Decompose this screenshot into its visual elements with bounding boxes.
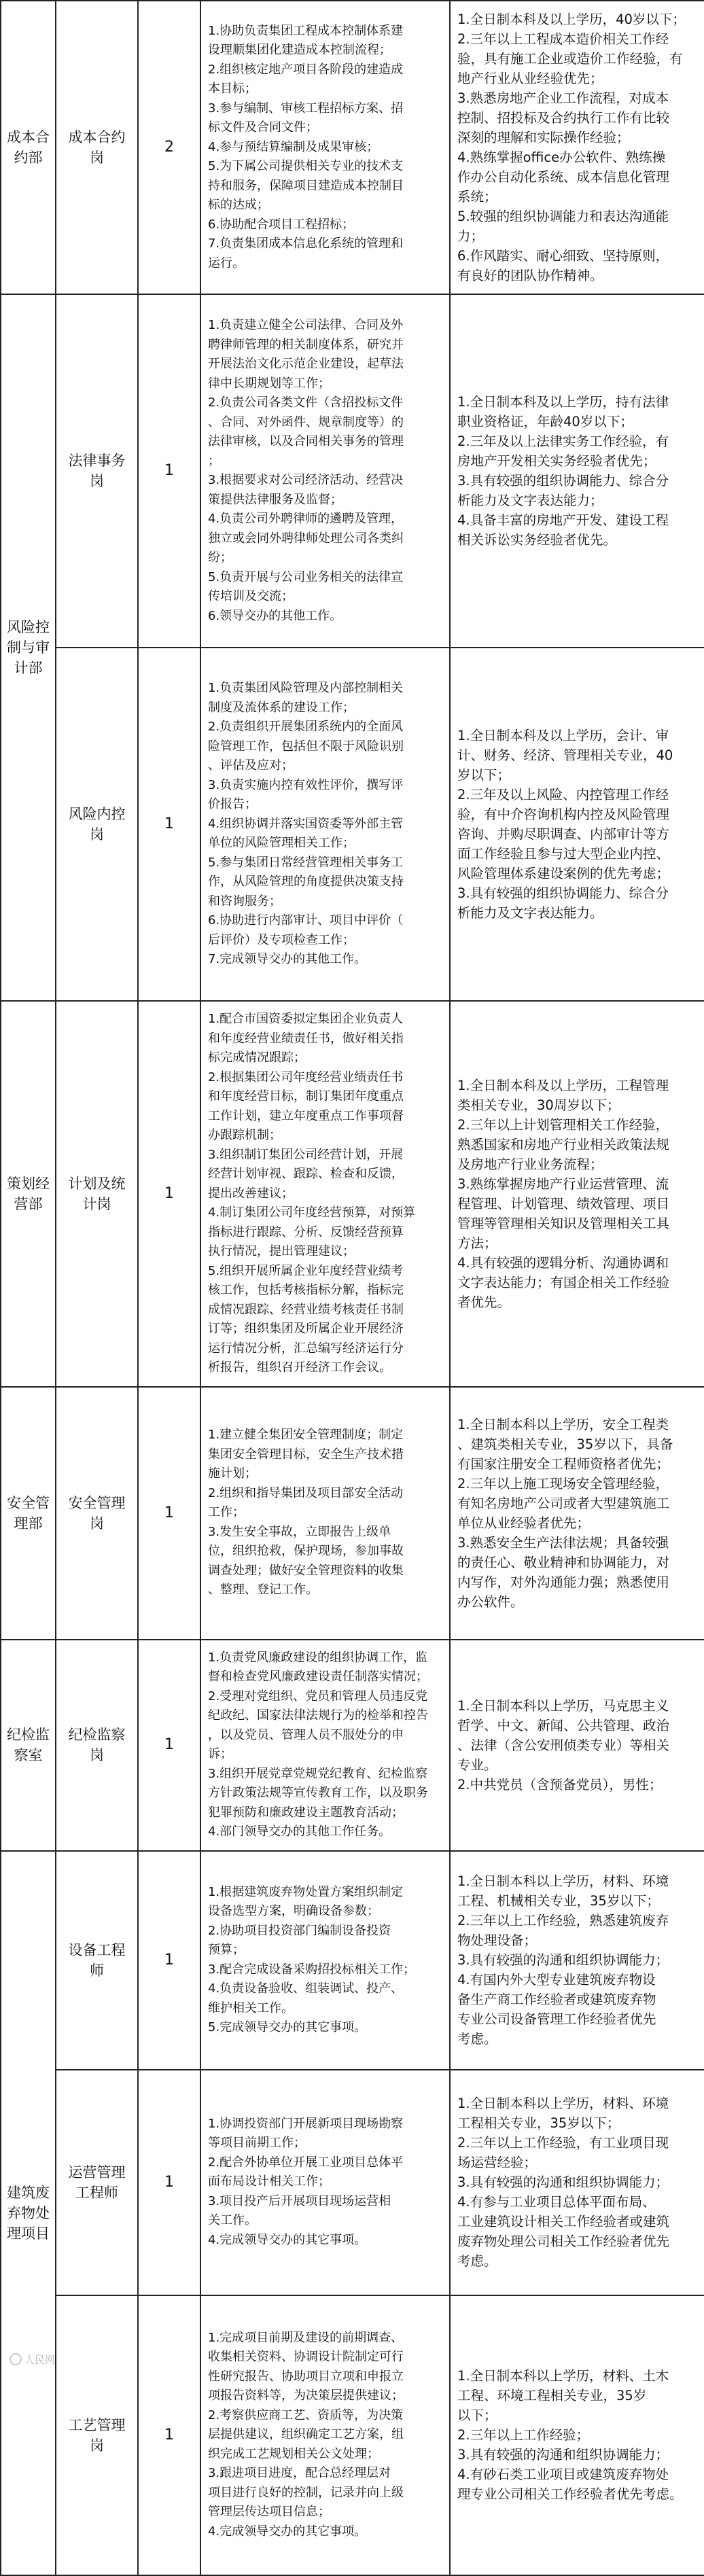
- duty-item: 6.协助配合项目工程招标；: [208, 217, 355, 232]
- duty-item: 2.根据集团公司年度经营业绩责任书 和年度经营目标，制订集团年度重点 工作计划，建立年度重点工作事项督 办跟踪机制；: [208, 1070, 404, 1142]
- duty-item: 2.协助项目投资部门编制设备投资 预算；: [208, 1923, 391, 1957]
- requirement-item: 4.有砂石类工业项目或建筑废弃物处 理专业公司相关工作经验者优先考虑。: [457, 2467, 683, 2502]
- duty-item: 4.制订集团公司年度经营预算，对预算 指标进行跟踪、分析、反馈经营预算 执行情况，提出管理建议；: [208, 1205, 416, 1258]
- duty-item: 3.参与编制、审核工程招标方案、招 标文件及合同文件；: [208, 101, 404, 135]
- requirements-cell: [450, 1, 704, 294]
- requirement-item: 1.全日制本科及以上学历，持有法律 职业资格证，年龄40岁以下；: [457, 394, 669, 429]
- requirement-item: 3.具有较强的沟通和组织协调能力；: [457, 2174, 669, 2190]
- requirement-item: 2.三年及以上法律实务工作经验，有 房地产开发相关实务经验者优先；: [457, 434, 669, 469]
- position-cell: 计划及统 计岗: [56, 1001, 138, 1387]
- headcount-cell: 1: [138, 2295, 200, 2575]
- requirements-cell: [450, 1640, 704, 1851]
- requirement-item: 2.三年以上工作经验，有工业项目现 场运营经验；: [457, 2135, 669, 2170]
- headcount-cell: 1: [138, 1001, 200, 1387]
- requirement-item: 2.三年以上施工现场安全管理经验， 有知名房地产公司或者大型建筑施工 单位从业经验者优先；: [457, 1475, 670, 1531]
- requirement-item: 1.全日制本科以上学历，马克思主义 哲学、中文、新闻、公共管理、政治 、法律（含公安刑侦类专业）等相关 专业。: [457, 1697, 670, 1773]
- department-cell: 风险控 制与审 计部: [1, 294, 56, 1001]
- duty-item: 5.参与集团日常经营管理相关事务工 作，从风险管理的角度提供决策支持 和咨询服务；: [208, 855, 404, 908]
- duty-item: 3.组织制订集团公司经营计划，开展 经营计划审视、跟踪、检查和反馈， 提出改善建议；: [208, 1147, 404, 1201]
- requirement-item: 6.作风踏实、耐心细致、坚持原则， 有良好的团队协作精神。: [457, 248, 669, 283]
- position-cell: 工艺管理 岗: [56, 2295, 138, 2575]
- duty-item: 2.配合外协单位开展工业项目总体平 面布局设计相关工作；: [208, 2155, 404, 2189]
- requirement-item: 4.具备丰富的房地产开发、建设工程 相关诉讼实务经验者优先。: [457, 512, 669, 548]
- duty-item: 5.组织开展所属企业年度经营业绩考 核工作，包括考核指标分解，指标完 成情况跟踪、经营业绩考核责任书制 订等；组织集团及所属企业开展经济 运行情况分析，汇总编写经济运行分 析报告，组织召开经济工作会议。: [208, 1263, 404, 1375]
- position-cell: 安全管理岗: [56, 1387, 138, 1640]
- duty-item: 2.组织核定地产项目各阶段的建造成 本目标；: [208, 62, 404, 96]
- requirements-cell: [450, 1851, 704, 2070]
- duty-item: 4.完成领导交办的其它事项。: [208, 2524, 367, 2539]
- table-row: [1, 1387, 704, 1640]
- duty-item: 1.协调投资部门开展新项目现场勘察 等项目前期工作；: [208, 2116, 404, 2151]
- duties-cell: [200, 648, 450, 1001]
- duty-item: 5.负责开展与公司业务相关的法律宣 传培训及交流；: [208, 569, 404, 603]
- table-row: [1, 294, 704, 648]
- headcount-cell: 1: [138, 1387, 200, 1640]
- table-row: [1, 648, 704, 1001]
- duty-item: 7.完成领导交办的其他工作。: [208, 952, 367, 967]
- duty-item: 1.完成项目前期及建设的前期调查、 收集相关资料、协调设计院制定可行 性研究报告、协助项目立项和申报立 项报告资料等，为决策层提供建议；: [208, 2330, 404, 2403]
- requirements-cell: [450, 1001, 704, 1387]
- duty-item: 4.负责公司外聘律师的遴聘及管理， 独立或会同外聘律师处理公司各类纠 纷；: [208, 512, 404, 565]
- position-cell: 风险内控 岗: [56, 648, 138, 1001]
- requirement-item: 3.熟悉安全生产法律法规；具备较强 的责任心、敬业精神和协调能力，对 内写作，对外沟通能力强；熟悉使用 办公软件。: [457, 1534, 670, 1610]
- table-row: [1, 1851, 704, 2070]
- duties-cell: [200, 294, 450, 648]
- table-row: [1, 1001, 704, 1387]
- duty-item: 4.部门领导交办的其他工作任务。: [208, 1824, 391, 1839]
- requirement-item: 1.全日制本科以上学历，材料、土木 工程、环境工程相关专业，35岁 以下；: [457, 2368, 669, 2423]
- duty-item: 4.完成领导交办的其它事项。: [208, 2232, 367, 2247]
- requirement-item: 3.具有较强的沟通和组织协调能力；: [457, 2447, 669, 2463]
- duties-cell: [200, 1, 450, 294]
- requirement-item: 2.三年以上工程成本造价相关工作经 验，具有施工企业或造价工作经验，有 地产行业从业经验优先；: [457, 31, 683, 86]
- requirement-item: 2.三年以上工作经验，熟悉建筑废弃 物处理设备；: [457, 1913, 669, 1948]
- requirement-item: 1.全日制本科以上学历，安全工程类 、建筑类相关专业，35岁以下，具备 有国家注册安全工程师资格者优先；: [457, 1416, 673, 1472]
- requirement-item: 1.全日制本科及以上学历，工程管理 类相关专业，30周岁以下；: [457, 1077, 669, 1113]
- headcount-cell: 1: [138, 648, 200, 1001]
- table-row: [1, 1, 704, 294]
- requirement-item: 2.三年及以上风险、内控管理工作经 验，有中介咨询机构内控及风险管理 咨询、并购尽职调查、内部审计等方 面工作经验且参与过大型企业内控、 风险管理体系建设案例的优先考虑；: [457, 787, 670, 881]
- duties-cell: [200, 2070, 450, 2295]
- requirement-item: 5.较强的组织协调能力和表达沟通能 力；: [457, 209, 669, 244]
- duty-item: 3.发生安全事故，立即报告上级单 位，组织抢救，保护现场，参加事故 调查处理；做好安全管理资料的收集 、整理、登记工作。: [208, 1524, 404, 1598]
- duty-item: 3.跟进项目进度，配合总经理层对 项目进行良好的控制，记录并向上级 管理层传达项目信息；: [208, 2466, 404, 2520]
- duties-cell: [200, 1640, 450, 1851]
- department-cell: 策划经 营部: [1, 1001, 56, 1387]
- requirement-item: 3.熟悉房地产企业工作流程，对成本 控制、招投标及合约执行工作有比较 深刻的理解和实际操作经验；: [457, 90, 670, 145]
- duty-item: 4.负责设备验收、组装调试、投产、 维护相关工作。: [208, 1981, 404, 2015]
- duty-item: 2.负责组织开展集团系统内的全面风 险管理工作，包括但不限于风险识别 、评估及应对；: [208, 720, 404, 773]
- duty-item: 1.负责集团风险管理及内部控制相关 制度及流体系的建设工作；: [208, 681, 404, 715]
- duty-item: 1.根据建筑废弃物处置方案组织制定 设备选型方案，明确设备参数；: [208, 1884, 404, 1918]
- headcount-cell: 2: [138, 1, 200, 294]
- requirement-item: 4.有参与工业项目总体平面布局、 工业建筑设计相关工作经验者或建筑 废弃物处理公司相关工作经验者优先 考虑。: [457, 2194, 670, 2269]
- department-cell: 建筑废 弃物处 理项目: [1, 1851, 56, 2575]
- requirements-cell: [450, 2070, 704, 2295]
- requirement-item: 4.熟练掌握office办公软件、熟练操 作办公自动化系统、成本信息化管理 系统；: [457, 149, 670, 205]
- requirements-cell: [450, 294, 704, 648]
- duty-item: 5.为下属公司提供相关专业的技术支 持和服务，保障项目建造成本控制目 标的达成；: [208, 159, 404, 213]
- position-cell: 设备工程 师: [56, 1851, 138, 2070]
- requirement-item: 4.具有较强的逻辑分析、沟通协调和 文字表达能力；有国企相关工作经验 者优先。: [457, 1254, 670, 1310]
- duty-item: 2.受理对党组织、党员和管理人员违反党 纪政纪、国家法律法规行为的检举和控告 ，以及党员、管理人员不服处分的申 诉；: [208, 1689, 428, 1761]
- requirement-item: 1.全日制本科以上学历，材料、环境 工程相关专业，35岁以下；: [457, 2096, 669, 2131]
- watermark-logo-icon: [10, 2353, 22, 2365]
- duty-item: 4.参与预结算编制及成果审核；: [208, 139, 379, 154]
- requirement-item: 3.熟练掌握房地产行业运营管理、流 程管理、计划管理、绩效管理、项目 管理等管理相关知识及管理相关工具 方法；: [457, 1176, 670, 1251]
- duty-item: 1.协助负责集团工程成本控制体系建 设理顺集团化建造成本控制流程；: [208, 23, 404, 58]
- watermark: [10, 2352, 55, 2367]
- duty-item: 1.负责建立健全公司法律、合同及外 聘律师管理的相关制度体系，研究并 开展法治文化示范企业建设，起草法 律中长期规划等工作；: [208, 318, 404, 391]
- headcount-cell: 1: [138, 2070, 200, 2295]
- requirement-item: 3.具有较强的组织协调能力、综合分 析能力及文字表达能力；: [457, 473, 669, 508]
- duties-cell: [200, 1001, 450, 1387]
- duty-item: 7.负责集团成本信息化系统的管理和 运行。: [208, 236, 404, 270]
- duty-item: 1.配合市国资委拟定集团企业负责人 和年度经营业绩责任书，做好相关指 标完成情况跟踪；: [208, 1012, 404, 1065]
- requirement-item: 1.全日制本科以上学历，材料、环境 工程、机械相关专业，35岁以下；: [457, 1873, 669, 1909]
- table-row: [1, 2070, 704, 2295]
- requirement-item: 1.全日制本科及以上学历，40岁以下；: [457, 12, 686, 27]
- duty-item: 6.协助进行内部审计、项目中评价（ 后评价）及专项检查工作；: [208, 913, 404, 947]
- position-cell: 成本合约 岗: [56, 1, 138, 294]
- requirement-item: 2.三年以上工作经验；: [457, 2427, 590, 2443]
- department-cell: 安全管 理部: [1, 1387, 56, 1640]
- headcount-cell: 1: [138, 1640, 200, 1851]
- requirement-item: 4.有国内外大型专业建筑废弃物设 备生产商工作经验者或建筑废弃物 专业公司设备管理工作经验者优先 考虑。: [457, 1972, 656, 2047]
- duty-item: 1.建立健全集团安全管理制度；制定 集团安全管理目标，安全生产技术措 施计划；: [208, 1428, 404, 1481]
- duties-cell: [200, 1387, 450, 1640]
- duty-item: 1.负责党风廉政建设的组织协调工作，监 督和检查党风廉政建设责任制落实情况；: [208, 1650, 428, 1684]
- duty-item: 3.组织开展党章党规党纪教育、纪检监察 方针政策法规等宣传教育工作，以及职务 犯罪预防和廉政建设主题教育活动；: [208, 1766, 428, 1820]
- duties-cell: [200, 2295, 450, 2575]
- requirement-item: 3.具有较强的组织协调能力、综合分 析能力及文字表达能力。: [457, 885, 669, 921]
- department-cell: 纪检监 察室: [1, 1640, 56, 1851]
- duty-item: 4.组织协调并落实国资委等外部主管 单位的风险管理相关工作；: [208, 816, 404, 851]
- duty-item: 2.考察供应商工艺、资质等，为决策 层提供建议，组织确定工艺方案，组 织完成工艺规划相关公文处理；: [208, 2407, 404, 2461]
- requirement-item: 3.具有较强的沟通和组织协调能力；: [457, 1952, 669, 1968]
- duty-item: 5.完成领导交办的其它事项。: [208, 2020, 367, 2034]
- duty-item: 2.负责公司各类文件（含招投标文件 、合同、对外函件、规章制度等）的 法律审核，以及合同相关事务的管理 ；: [208, 395, 404, 468]
- requirements-cell: [450, 2295, 704, 2575]
- duty-item: 3.负责实施内控有效性评价，撰写评 价报告；: [208, 777, 404, 812]
- table-row: [1, 1640, 704, 1851]
- duty-item: 6.领导交办的其他工作。: [208, 608, 342, 623]
- position-cell: 运营管理 工程师: [56, 2070, 138, 2295]
- requirement-item: 1.全日制本科及以上学历，会计、审 计、财务、经济、管理相关专业，40 岁以下；: [457, 728, 673, 783]
- requirement-item: 2.中共党员（含预备党员），男性；: [457, 1776, 663, 1793]
- duties-cell: [200, 1851, 450, 2070]
- table-row: [1, 2295, 704, 2575]
- position-cell: 法律事务 岗: [56, 294, 138, 648]
- duty-item: 3.配合完成设备采购招投标相关工作；: [208, 1962, 416, 1977]
- duty-item: 3.项目投产后开展项目现场运营相 关工作。: [208, 2193, 391, 2228]
- position-cell: 纪检监察 岗: [56, 1640, 138, 1851]
- headcount-cell: 1: [138, 1851, 200, 2070]
- duty-item: 3.根据要求对公司经济活动、经营决 策提供法律服务及监督；: [208, 473, 404, 507]
- requirement-item: 2.三年以上计划管理相关工作经验， 熟悉国家和房地产行业相关政策法规 及房地产行业业务流程；: [457, 1116, 670, 1172]
- watermark-text: 人民网: [24, 2354, 56, 2366]
- requirements-cell: [450, 648, 704, 1001]
- duty-item: 2.组织和指导集团及项目部安全活动 工作；: [208, 1485, 404, 1520]
- requirements-cell: [450, 1387, 704, 1640]
- department-cell: 成本合 约部: [1, 1, 56, 294]
- headcount-cell: 1: [138, 294, 200, 648]
